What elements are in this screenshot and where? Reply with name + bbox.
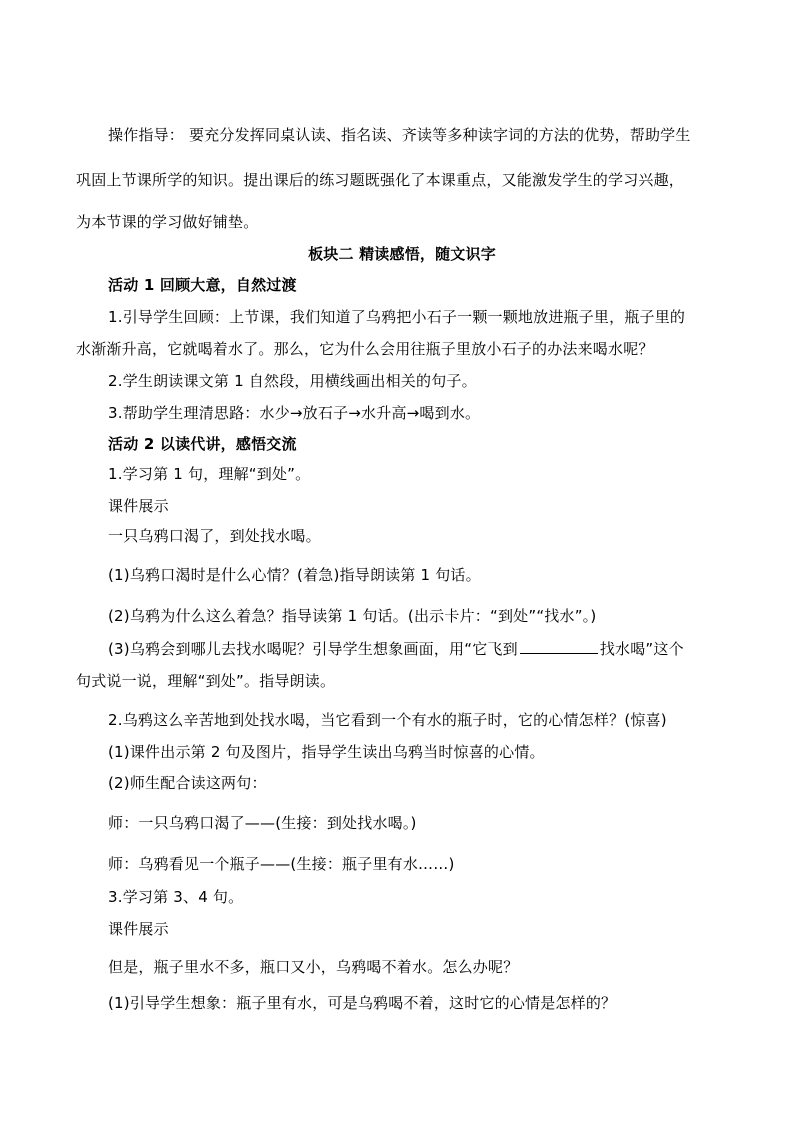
activity-1-title: 活动 1 回顾大意，自然过渡 [108, 276, 297, 294]
quote-1: 一只乌鸦口渴了，到处找水喝。 [108, 527, 321, 545]
guide-line-3: 为本节课的学习做好铺垫。 [76, 213, 259, 231]
activity-1-p1-line1: 1.引导学生回顾：上节课，我们知道了乌鸦把小石子一颗一颗地放进瓶子里，瓶子里的 [108, 308, 686, 326]
activity-2-s3-q1: (1)引导学生想象：瓶子里有水，可是乌鸦喝不着，这时它的心情是怎样的？ [108, 994, 617, 1012]
courseware-label-1: 课件展示 [108, 497, 169, 515]
activity-2-q3-after: 找水喝”这个 [599, 640, 684, 658]
guide-line-1: 操作指导： 要充分发挥同桌认读、指名读、齐读等多种读字词的方法的优势，帮助学生 [108, 126, 691, 144]
activity-2-s2-q1: (1)课件出示第 2 句及图片，指导学生读出乌鸦当时惊喜的心情。 [108, 743, 545, 761]
fill-in-blank [520, 639, 598, 654]
activity-2-q3-line2: 句式说一说，理解“到处”。指导朗读。 [76, 672, 336, 690]
activity-1-p1-line2: 水渐渐升高，它就喝着水了。那么，它为什么会用往瓶子里放小石子的办法来喝水呢？ [76, 340, 654, 358]
activity-2-s2-q2: (2)师生配合读这两句： [108, 774, 267, 792]
activity-1-p3: 3.帮助学生理清思路：水少→放石子→水升高→喝到水。 [108, 404, 481, 422]
activity-2-q2: (2)乌鸦为什么这么着急？指导读第 1 句话。(出示卡片：“到处”“找水”。) [108, 607, 597, 625]
activity-2-q3-before: (3)乌鸦会到哪儿去找水喝呢？引导学生想象画面，用“它飞到 [108, 640, 518, 658]
activity-2-s3: 3.学习第 3、4 句。 [108, 888, 244, 906]
activity-2-q3-line1 [108, 638, 728, 660]
dialog-line-2: 师：乌鸦看见一个瓶子——(生接：瓶子里有水……) [108, 855, 455, 873]
courseware-label-2: 课件展示 [108, 920, 169, 938]
activity-2-q1: (1)乌鸦口渴时是什么心情？(着急)指导朗读第 1 句话。 [108, 566, 481, 584]
activity-1-p2: 2.学生朗读课文第 1 自然段，用横线画出相关的句子。 [108, 372, 477, 390]
quote-2: 但是，瓶子里水不多，瓶口又小，乌鸦喝不着水。怎么办呢？ [108, 958, 519, 976]
activity-2-title: 活动 2 以读代讲，感悟交流 [108, 435, 297, 453]
section-title: 板块二 精读感悟，随文识字 [308, 245, 496, 263]
activity-2-s2: 2.乌鸦这么辛苦地到处找水喝，当它看到一个有水的瓶子时，它的心情怎样？(惊喜) [108, 711, 667, 729]
dialog-line-1: 师：一只乌鸦口渴了——(生接：到处找水喝。) [108, 814, 417, 832]
activity-2-s1: 1.学习第 1 句，理解“到处”。 [108, 465, 311, 483]
guide-line-2: 巩固上节课所学的知识。提出课后的练习题既强化了本课重点，又能激发学生的学习兴趣， [76, 171, 685, 189]
